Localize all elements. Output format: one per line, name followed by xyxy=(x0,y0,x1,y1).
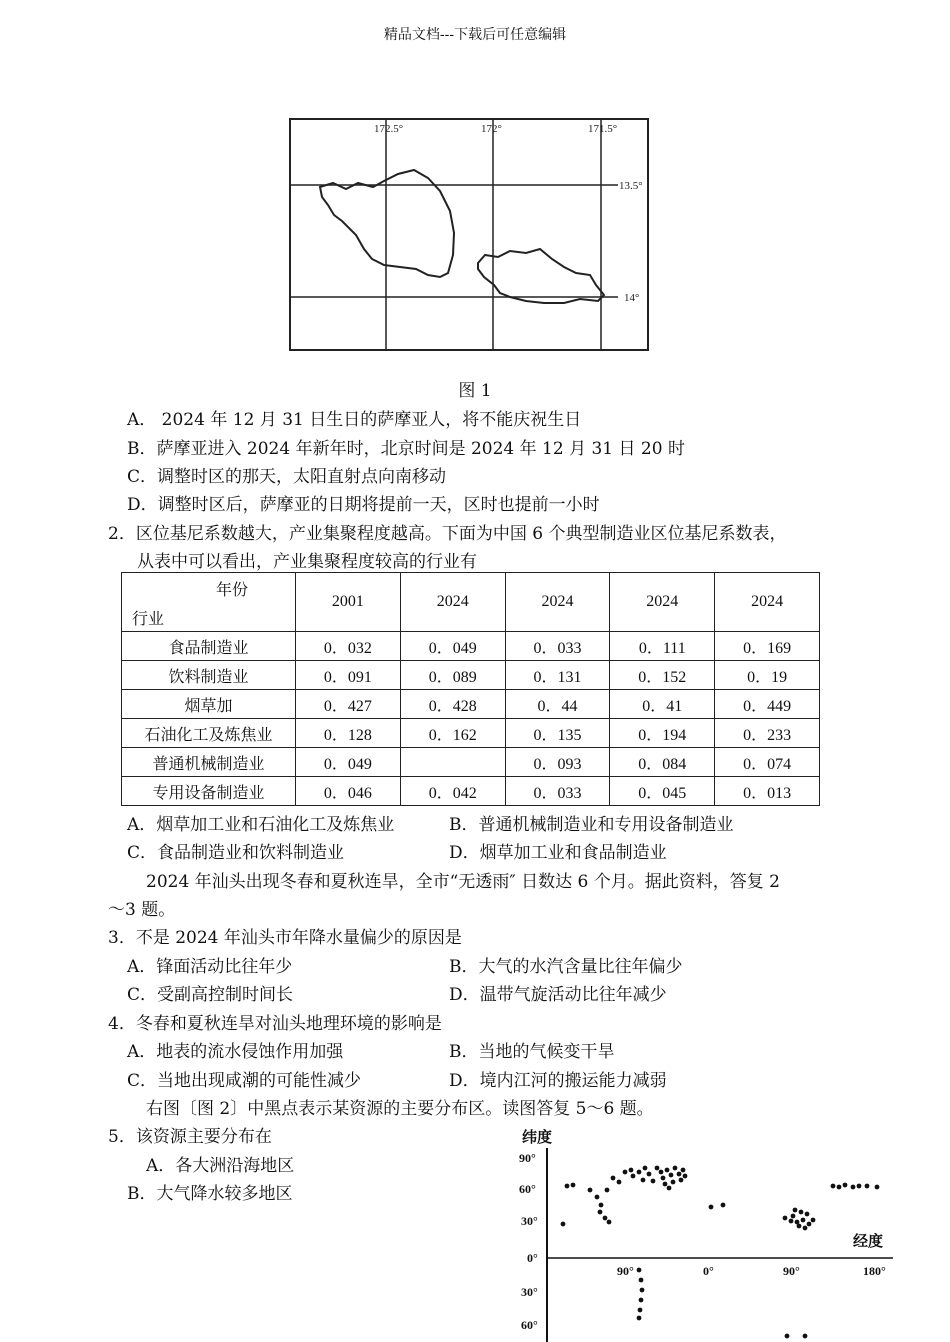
table-cell: 0．449 xyxy=(715,690,820,719)
q4-option-d: D．境内江河的搬运能力减弱 xyxy=(449,1071,667,1091)
q1-option-b: B．萨摩亚进入 2024 年新年时，北京时间是 2024 年 12 月 31 日 20 时 xyxy=(127,439,685,459)
table-cell: 0．44 xyxy=(505,690,610,719)
fig2-ytick: 30° xyxy=(521,1214,538,1228)
lon-label-2: 172° xyxy=(481,123,502,135)
resource-dot xyxy=(851,1185,856,1190)
corner-industry-label: 行业 xyxy=(132,611,165,628)
resource-distribution-figure xyxy=(515,1120,915,1342)
table-row xyxy=(122,661,820,690)
resource-dot xyxy=(640,1288,645,1293)
resource-dot xyxy=(639,1278,644,1283)
resource-dot xyxy=(843,1183,848,1188)
resource-dot xyxy=(673,1166,678,1171)
table-cell: 0．033 xyxy=(505,777,610,806)
resource-dot xyxy=(797,1224,802,1229)
q3-option-b: B．大气的水汽含量比往年偏少 xyxy=(449,957,683,977)
resource-dot xyxy=(647,1172,652,1177)
fig2-ytick: 60° xyxy=(519,1182,536,1196)
resource-dot xyxy=(683,1174,688,1179)
resource-dot xyxy=(637,1170,642,1175)
table-row xyxy=(122,777,820,806)
resource-dot xyxy=(598,1210,603,1215)
table-row xyxy=(122,748,820,777)
table-cell: 0．233 xyxy=(715,719,820,748)
table-cell: 0．091 xyxy=(296,661,401,690)
resource-dot xyxy=(643,1166,648,1171)
table-cell: 0．131 xyxy=(505,661,610,690)
table-cell: 0．111 xyxy=(610,632,715,661)
corner-year-label: 年份 xyxy=(216,582,249,599)
fig2-xtick: 180° xyxy=(863,1264,886,1278)
q5-stem: 5．该资源主要分布在 xyxy=(108,1127,272,1147)
q4-option-a: A．地表的流水侵蚀作用加强 xyxy=(127,1042,344,1062)
resource-dot xyxy=(805,1212,810,1217)
table-cell: 0．162 xyxy=(400,719,505,748)
resource-dot xyxy=(611,1176,616,1181)
resource-dot xyxy=(811,1218,816,1223)
resource-dot xyxy=(629,1168,634,1173)
resource-dot xyxy=(655,1166,660,1171)
industry-name: 饮料制造业 xyxy=(122,661,296,690)
table-cell: 0．135 xyxy=(505,719,610,748)
table-cell: 0．049 xyxy=(400,632,505,661)
q2-option-c: C．食品制造业和饮料制造业 xyxy=(127,843,345,863)
table-row xyxy=(122,719,820,748)
resource-dot xyxy=(789,1219,794,1224)
table-cell: 0．042 xyxy=(400,777,505,806)
year-header: 2001 xyxy=(296,573,401,632)
q4-option-b: B．当地的气候变干旱 xyxy=(449,1042,615,1062)
resource-dot xyxy=(603,1216,608,1221)
fig2-ylabel: 纬度 xyxy=(522,1128,553,1146)
table-row xyxy=(122,632,820,661)
lat-label-2: 14° xyxy=(624,292,640,304)
q2-stem-line1: 2．区位基尼系数越大，产业集聚程度越高。下面为中国 6 个典型制造业区位基尼系数表， xyxy=(108,524,787,544)
q1-option-a: A． 2024 年 12 月 31 日生日的萨摩亚人，将不能庆祝生日 xyxy=(127,410,582,430)
resource-dot xyxy=(588,1188,593,1193)
table-cell: 0．013 xyxy=(715,777,820,806)
q2-option-a: A．烟草加工业和石油化工及炼焦业 xyxy=(127,815,395,835)
q2-option-d: D．烟草加工业和食品制造业 xyxy=(449,843,667,863)
industry-name: 专用设备制造业 xyxy=(122,777,296,806)
table-cell: 0．045 xyxy=(610,777,715,806)
industry-name: 食品制造业 xyxy=(122,632,296,661)
resource-dot xyxy=(651,1179,656,1184)
resource-dot xyxy=(831,1184,836,1189)
upolu-island xyxy=(478,249,604,303)
resource-dot xyxy=(807,1222,812,1227)
resource-dot xyxy=(663,1182,668,1187)
fig2-ytick: 90° xyxy=(519,1151,536,1165)
year-header: 2024 xyxy=(715,573,820,632)
resource-dot xyxy=(785,1334,790,1339)
fig2-ytick: 0° xyxy=(527,1251,538,1265)
table-cell: 0．152 xyxy=(610,661,715,690)
table-cell: 0．046 xyxy=(296,777,401,806)
figure1-caption: 图 1 xyxy=(458,381,492,401)
q3-option-a: A．锋面活动比往年少 xyxy=(127,957,293,977)
resource-dot xyxy=(721,1203,726,1208)
q2-stem-line2: 从表中可以看出，产业集聚程度较高的行业有 xyxy=(137,552,477,572)
table-cell: 0．427 xyxy=(296,690,401,719)
resource-dot xyxy=(875,1185,880,1190)
resource-dot xyxy=(671,1180,676,1185)
fig2-xtick: 90° xyxy=(617,1264,634,1278)
fig2-ytick: 60° xyxy=(521,1318,538,1332)
table-cell: 0．169 xyxy=(715,632,820,661)
year-header: 2024 xyxy=(400,573,505,632)
resource-dot xyxy=(639,1298,644,1303)
material-line2: ～3 题。 xyxy=(108,900,176,920)
table-cell: 0．19 xyxy=(715,661,820,690)
table-cell: 0．033 xyxy=(505,632,610,661)
lon-label-3: 171.5° xyxy=(588,123,618,135)
lat-label-1: 13.5° xyxy=(619,180,643,192)
q1-option-d: D．调整时区后，萨摩亚的日期将提前一天，区时也提前一小时 xyxy=(127,495,600,515)
material2: 右图〔图 2〕中黑点表示某资源的主要分布区。读图答复 5～6 题。 xyxy=(146,1099,654,1119)
year-header: 2024 xyxy=(505,573,610,632)
industry-name: 石油化工及炼焦业 xyxy=(122,719,296,748)
resource-dot xyxy=(679,1178,684,1183)
fig2-ytick: 30° xyxy=(521,1285,538,1299)
resource-dot xyxy=(791,1214,796,1219)
resource-dot xyxy=(617,1180,622,1185)
resource-dot xyxy=(681,1168,686,1173)
table-cell: 0．074 xyxy=(715,748,820,777)
table-corner-cell xyxy=(122,573,296,632)
table-cell: 0．089 xyxy=(400,661,505,690)
resource-dot xyxy=(667,1186,672,1191)
resource-dot xyxy=(631,1174,636,1179)
table-cell: 0．194 xyxy=(610,719,715,748)
q4-stem: 4．冬春和夏秋连旱对汕头地理环境的影响是 xyxy=(108,1014,442,1034)
resource-dot xyxy=(607,1220,612,1225)
resource-dot xyxy=(638,1308,643,1313)
resource-dot xyxy=(803,1226,808,1231)
resource-dot xyxy=(659,1170,664,1175)
year-header: 2024 xyxy=(610,573,715,632)
resource-dot xyxy=(623,1170,628,1175)
q2-option-b: B．普通机械制造业和专用设备制造业 xyxy=(449,815,734,835)
resource-dot xyxy=(709,1205,714,1210)
resource-dot xyxy=(783,1216,788,1221)
table-row xyxy=(122,690,820,719)
resource-dot xyxy=(565,1184,570,1189)
resource-dot xyxy=(665,1168,670,1173)
resource-dot xyxy=(637,1268,642,1273)
resource-dot xyxy=(799,1210,804,1215)
table-cell: 0．084 xyxy=(610,748,715,777)
q3-stem: 3．不是 2024 年汕头市年降水量偏少的原因是 xyxy=(108,928,462,948)
resource-dot xyxy=(857,1184,862,1189)
resource-dot xyxy=(641,1178,646,1183)
q3-option-d: D．温带气旋活动比往年减少 xyxy=(449,985,667,1005)
fig2-xtick: 0° xyxy=(703,1264,714,1278)
q5-option-a: A．各大洲沿海地区 xyxy=(146,1156,295,1176)
gini-table xyxy=(121,572,820,806)
resource-dot xyxy=(803,1334,808,1339)
resource-dot xyxy=(595,1195,600,1200)
resource-dot xyxy=(793,1208,798,1213)
resource-dot xyxy=(669,1173,674,1178)
table-cell: 0．128 xyxy=(296,719,401,748)
industry-name: 普通机械制造业 xyxy=(122,748,296,777)
fig2-xlabel: 经度 xyxy=(853,1232,884,1250)
industry-name: 烟草加 xyxy=(122,690,296,719)
resource-dot xyxy=(865,1184,870,1189)
q3-option-c: C．受副高控制时间长 xyxy=(127,985,294,1005)
q5-option-b: B．大气降水较多地区 xyxy=(127,1184,293,1204)
table-cell: 0．032 xyxy=(296,632,401,661)
resource-dot xyxy=(571,1183,576,1188)
table-cell: 0．049 xyxy=(296,748,401,777)
resource-dots xyxy=(561,1166,880,1339)
resource-dot xyxy=(801,1218,806,1223)
table-cell: 0．093 xyxy=(505,748,610,777)
resource-dot xyxy=(837,1185,842,1190)
table-header-row xyxy=(122,573,820,632)
page-header: 精品文档---下载后可任意编辑 xyxy=(383,27,567,43)
resource-dot xyxy=(661,1176,666,1181)
fig2-xtick: 90° xyxy=(783,1264,800,1278)
table-cell xyxy=(400,748,505,777)
lon-label-1: 172.5° xyxy=(374,123,404,135)
resource-dot xyxy=(637,1316,642,1321)
samoa-map xyxy=(288,117,650,353)
resource-dot xyxy=(677,1172,682,1177)
material-line1: 2024 年汕头出现冬春和夏秋连旱，全市“无透雨″ 日数达 6 个月。据此资料，答复 2 xyxy=(146,872,780,892)
resource-dot xyxy=(561,1222,566,1227)
resource-dot xyxy=(599,1203,604,1208)
savaii-island xyxy=(320,170,454,277)
q4-option-c: C．当地出现咸潮的可能性减少 xyxy=(127,1071,362,1091)
resource-dot xyxy=(605,1188,610,1193)
q1-option-c: C．调整时区的那天，太阳直射点向南移动 xyxy=(127,467,447,487)
table-cell: 0．41 xyxy=(610,690,715,719)
table-cell: 0．428 xyxy=(400,690,505,719)
